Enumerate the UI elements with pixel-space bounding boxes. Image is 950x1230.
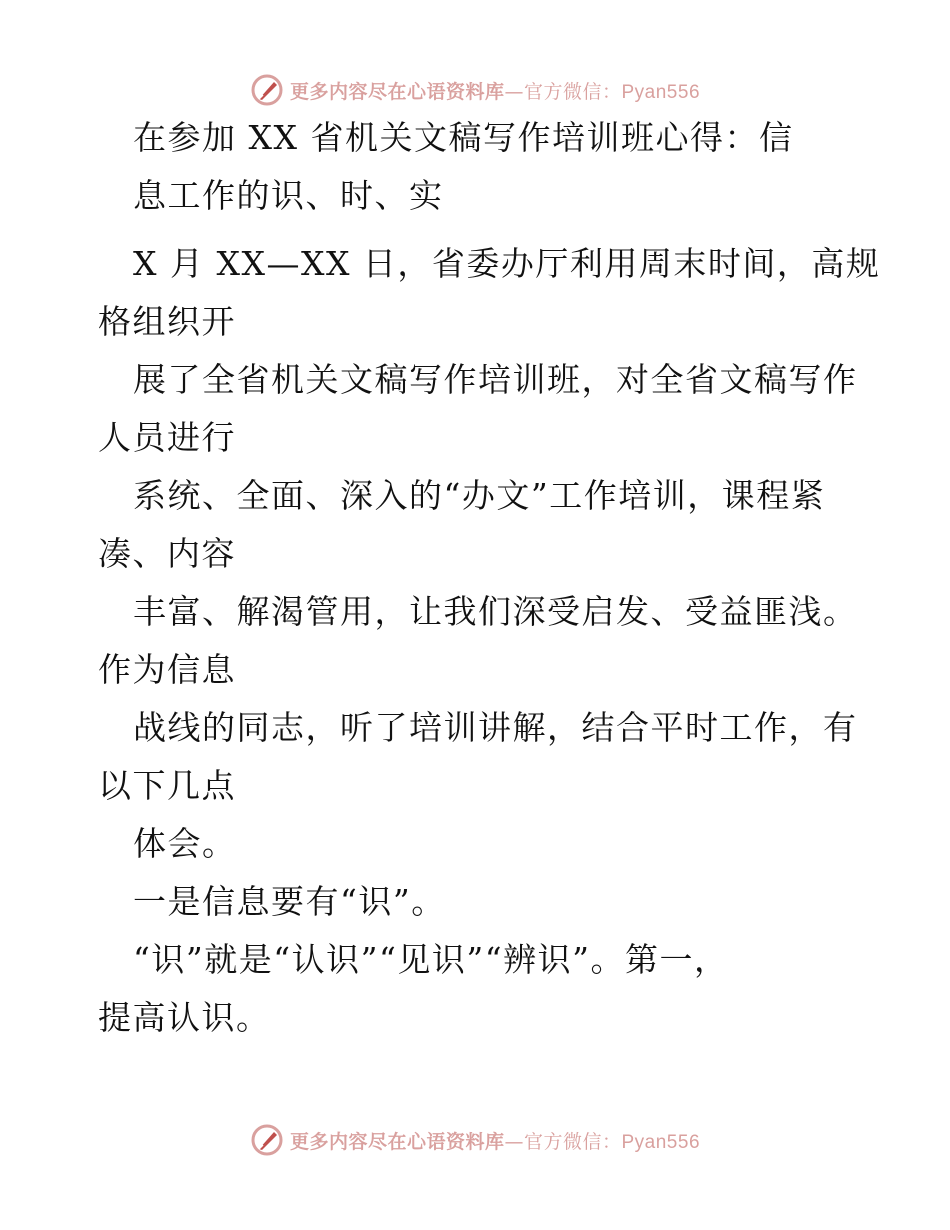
text-line: 凑、内容 [98,534,236,573]
text-line: 提高认识。 [98,998,271,1037]
text-line: 系统、全面、深入的“办文”工作培训，课程紧 [133,476,826,515]
text-line: 作为信息 [98,650,236,689]
text-line: 展了全省机关文稿写作培训班，对全省文稿写作 [133,360,858,399]
watermark-text: 更多内容尽在心语资料库—官方微信：Pyan556 [289,80,701,103]
text-line: 一是信息要有“识”。 [133,882,446,921]
text-line: 战线的同志，听了培训讲解，结合平时工作，有 [133,708,858,747]
text-line: 息工作的识、时、实 [133,176,444,215]
text-line: 在参加 XX 省机关文稿写作培训班心得：信 [133,118,794,157]
header-watermark [0,72,950,108]
text-line: 丰富、解渴管用，让我们深受启发、受益匪浅。 [133,592,858,631]
footer-watermark [0,1122,950,1158]
feather-pen-logo-icon [250,73,284,107]
text-line: “识”就是“认识”“见识”“辨识”。第一， [133,940,729,979]
text-line: 人员进行 [98,418,236,457]
text-line: 以下几点 [98,766,236,805]
text-line: 格组织开 [98,302,236,341]
text-line: X 月 XX—XX 日，省委办厅利用周末时间，高规 [133,244,881,283]
watermark-text: 更多内容尽在心语资料库—官方微信：Pyan556 [289,1130,701,1153]
feather-pen-logo-icon [250,1123,284,1157]
text-line: 体会。 [133,824,237,863]
